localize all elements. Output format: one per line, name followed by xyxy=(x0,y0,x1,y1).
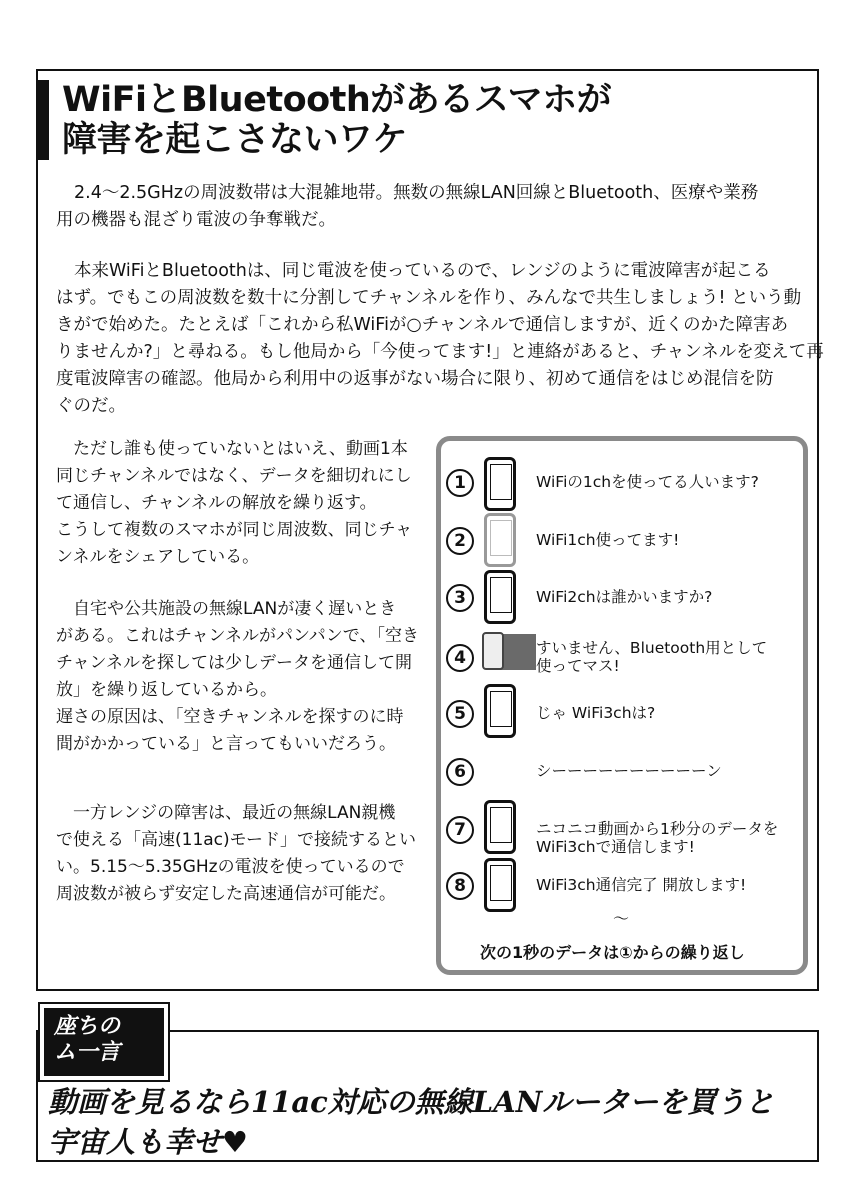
step-number: 5 xyxy=(446,700,474,728)
title-line-2: 障害を起こさないワケ xyxy=(62,120,408,160)
flow-step-1 xyxy=(446,455,806,511)
text-line: 放」を繰り返しているから。 xyxy=(56,680,277,700)
text-line: りませんか?」と尋ねる。もし他局から「今使ってます!」と連絡があると、チャンネルを変えて再 xyxy=(56,342,824,362)
step-number: 8 xyxy=(446,872,474,900)
text-line: 一方レンジの障害は、最近の無線LAN親機 xyxy=(73,803,396,823)
step-number: 2 xyxy=(446,527,474,555)
article-title xyxy=(62,80,611,160)
paragraph-slow-lan xyxy=(56,596,419,758)
text-line: きがで始めた。たとえば「これから私WiFiが○チャンネルで通信しますが、近くのかた障害あ xyxy=(56,315,789,335)
step-message: WiFi2chは誰かいますか? xyxy=(536,588,713,606)
flow-step-2 xyxy=(446,513,806,569)
step-number: 4 xyxy=(446,644,474,672)
text-line: がある。これはチャンネルがパンパンで、「空き xyxy=(56,626,419,646)
text-line: 2.4〜2.5GHzの周波数帯は大混雑地帯。無数の無線LAN回線とBluetooth、医療や業務 xyxy=(74,183,759,203)
step-message: じゃ WiFi3chは? xyxy=(536,704,656,722)
continuation-tilde: 〜 xyxy=(613,909,630,928)
step-message: WiFi3ch通信完了 開放します! xyxy=(536,876,747,894)
step-number: 7 xyxy=(446,816,474,844)
text-line: ンネルをシェアしている。 xyxy=(56,547,260,567)
text-line: て通信し、チャンネルの解放を繰り返す。 xyxy=(56,493,377,513)
smartphone-icon xyxy=(484,684,516,738)
smartphone-icon xyxy=(484,513,516,567)
title-line-1: WiFiとBluetoothがあるスマホが xyxy=(62,80,612,120)
comment-line-2: 宇宙人も幸せ♥ xyxy=(48,1125,248,1159)
step-message: WiFi1ch使ってます! xyxy=(536,531,680,549)
comment-badge xyxy=(40,1004,168,1080)
paragraph-data-chunks xyxy=(56,436,412,571)
text-line: で使える「高速(11ac)モード」で接続するとい xyxy=(56,830,416,850)
title-accent-bar xyxy=(36,80,49,160)
text-line: 度電波障害の確認。他局から利用中の返事がない場合に限り、初めて通信をはじめ混信を防 xyxy=(56,369,774,389)
smartphone-icon xyxy=(484,570,516,624)
step-number: 6 xyxy=(446,758,474,786)
text-line: 自宅や公共施設の無線LANが凄く遅いとき xyxy=(73,599,397,619)
step-message: シーーーーーーーーーーン xyxy=(536,762,722,780)
text-line: ぐのだ。 xyxy=(56,396,126,416)
step-number: 3 xyxy=(446,584,474,612)
loop-note: 次の1秒のデータは①からの繰り返し xyxy=(480,943,745,962)
text-line: 同じチャンネルではなく、データを細切れにし xyxy=(56,466,412,486)
badge-line-2: ム一言 xyxy=(54,1040,121,1065)
flow-step-5 xyxy=(446,684,806,740)
text-line: 遅さの原因は、「空きチャンネルを探すのに時 xyxy=(56,707,404,727)
text-line: い。5.15〜5.35GHzの電波を使っているので xyxy=(56,857,405,877)
badge-line-1: 座ちの xyxy=(54,1014,121,1039)
step-message: ニコニコ動画から1秒分のデータを WiFi3chで通信します! xyxy=(536,820,779,856)
flow-step-4 xyxy=(446,630,806,686)
text-line: こうして複数のスマホが同じ周波数、同じチャ xyxy=(56,520,413,540)
smartphone-icon xyxy=(484,800,516,854)
paragraph-microwave xyxy=(56,800,416,908)
smartphone-icon xyxy=(484,457,516,511)
comment-text xyxy=(48,1082,774,1162)
step-message: すいません、Bluetooth用として 使ってマス! xyxy=(536,639,768,675)
text-line: 本来WiFiとBluetoothは、同じ電波を使っているので、レンジのように電波障害が起こる xyxy=(74,261,771,281)
paragraph-band-congestion xyxy=(56,180,758,234)
comment-line-1: 動画を見るなら11ac対応の無線LANルーターを買うと xyxy=(48,1085,775,1119)
paragraph-channel-sharing xyxy=(56,258,824,420)
text-line: 周波数が被らず安定した高速通信が可能だ。 xyxy=(56,884,396,904)
text-line: ただし誰も使っていないとはいえ、動画1本 xyxy=(73,439,408,459)
step-number: 1 xyxy=(446,469,474,497)
text-line: 用の機器も混ざり電波の争奪戦だ。 xyxy=(56,210,336,230)
smartphone-icon xyxy=(484,858,516,912)
flow-step-3 xyxy=(446,570,806,626)
text-line: はず。でもこの周波数を数十に分割してチャンネルを作り、みんなで共生しましょう! という動 xyxy=(56,288,802,308)
flow-step-7 xyxy=(446,800,806,856)
phone-with-case-icon xyxy=(482,632,536,670)
text-line: チャンネルを探しては少しデータを通信して開 xyxy=(56,653,412,673)
step-message: WiFiの1chを使ってる人います? xyxy=(536,473,759,491)
text-line: 間がかかっている」と言ってもいいだろう。 xyxy=(56,734,396,754)
flow-step-6 xyxy=(446,744,806,800)
